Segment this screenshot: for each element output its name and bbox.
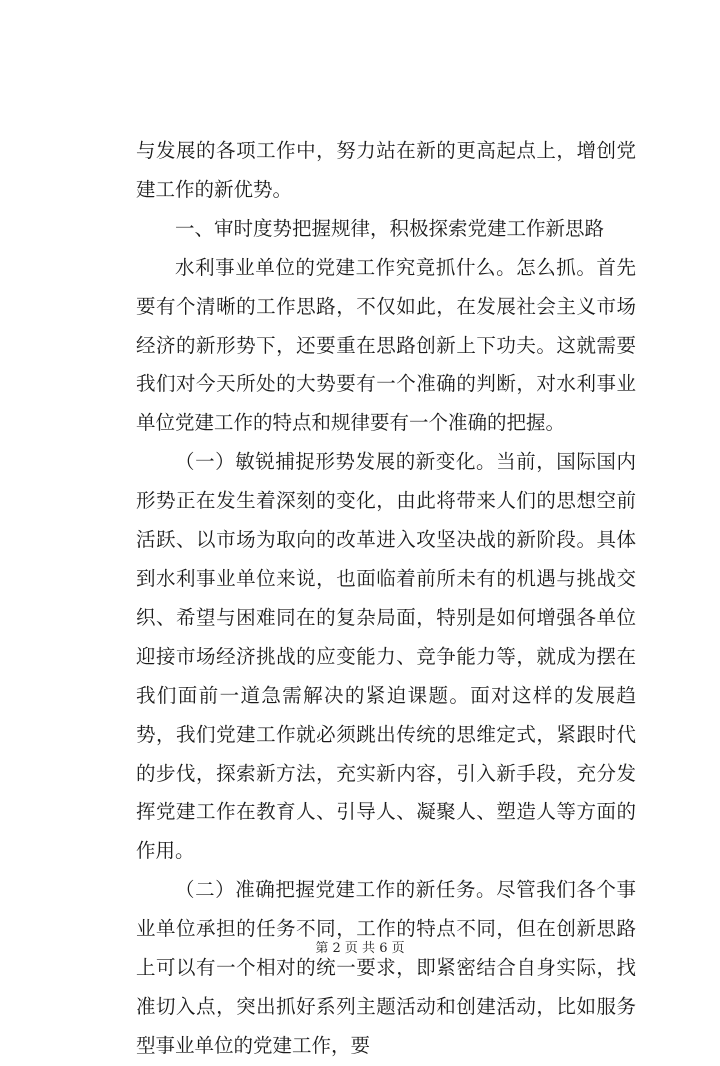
paragraph-intro: 水利事业单位的党建工作究竟抓什么。怎么抓。首先要有个清晰的工作思路，不仅如此，在发展社会主义市场经济的新形势下，还要重在思路创新上下功夫。这就需要我们对今天所处的大势要有一个准确的判断，对水利事业单位党建工作的特点和规律要有一个准确的把握。 bbox=[136, 255, 636, 435]
paragraph-point-one: （一）敏锐捕捉形势发展的新变化。当前，国际国内形势正在发生着深刻的变化，由此将带来人们的思想空前活跃、以市场为取向的改革进入攻坚决战的新阶段。具体到水利事业单位来说，也面临着前所未有的机遇与挑战交织、希望与困难同在的复杂局面，特别是如何增强各单位迎接市场经济挑战的应变能力、竞争能力等，就成为摆在我们面前一道急需解决的紧迫课题。面对这样的发展趋势，我们党建工作就必须跳出传统的思维定式，紧跟时代的步伐，探索新方法，充实新内容，引入新手段，充分发挥党建工作在教育人、引导人、凝聚人、塑造人等方面的作用。 bbox=[136, 450, 636, 863]
paragraph-continuation: 与发展的各项工作中，努力站在新的更高起点上，增创党建工作的新优势。 bbox=[136, 139, 636, 201]
paragraph-point-two: （二）准确把握党建工作的新任务。尽管我们各个事业单位承担的任务不同，工作的特点不同，但在创新思路上可以有一个相对的统一要求，即紧密结合自身实际，找准切入点，突出抓好系列主题活动和创建活动，比如服务型事业单位的党建工作，要 bbox=[136, 878, 636, 1057]
section-heading: 一、审时度势把握规律，积极探索党建工作新思路 bbox=[175, 216, 605, 240]
body-text bbox=[136, 132, 636, 1066]
page-number-footer: 第 2 页 共 6 页 bbox=[315, 941, 405, 956]
